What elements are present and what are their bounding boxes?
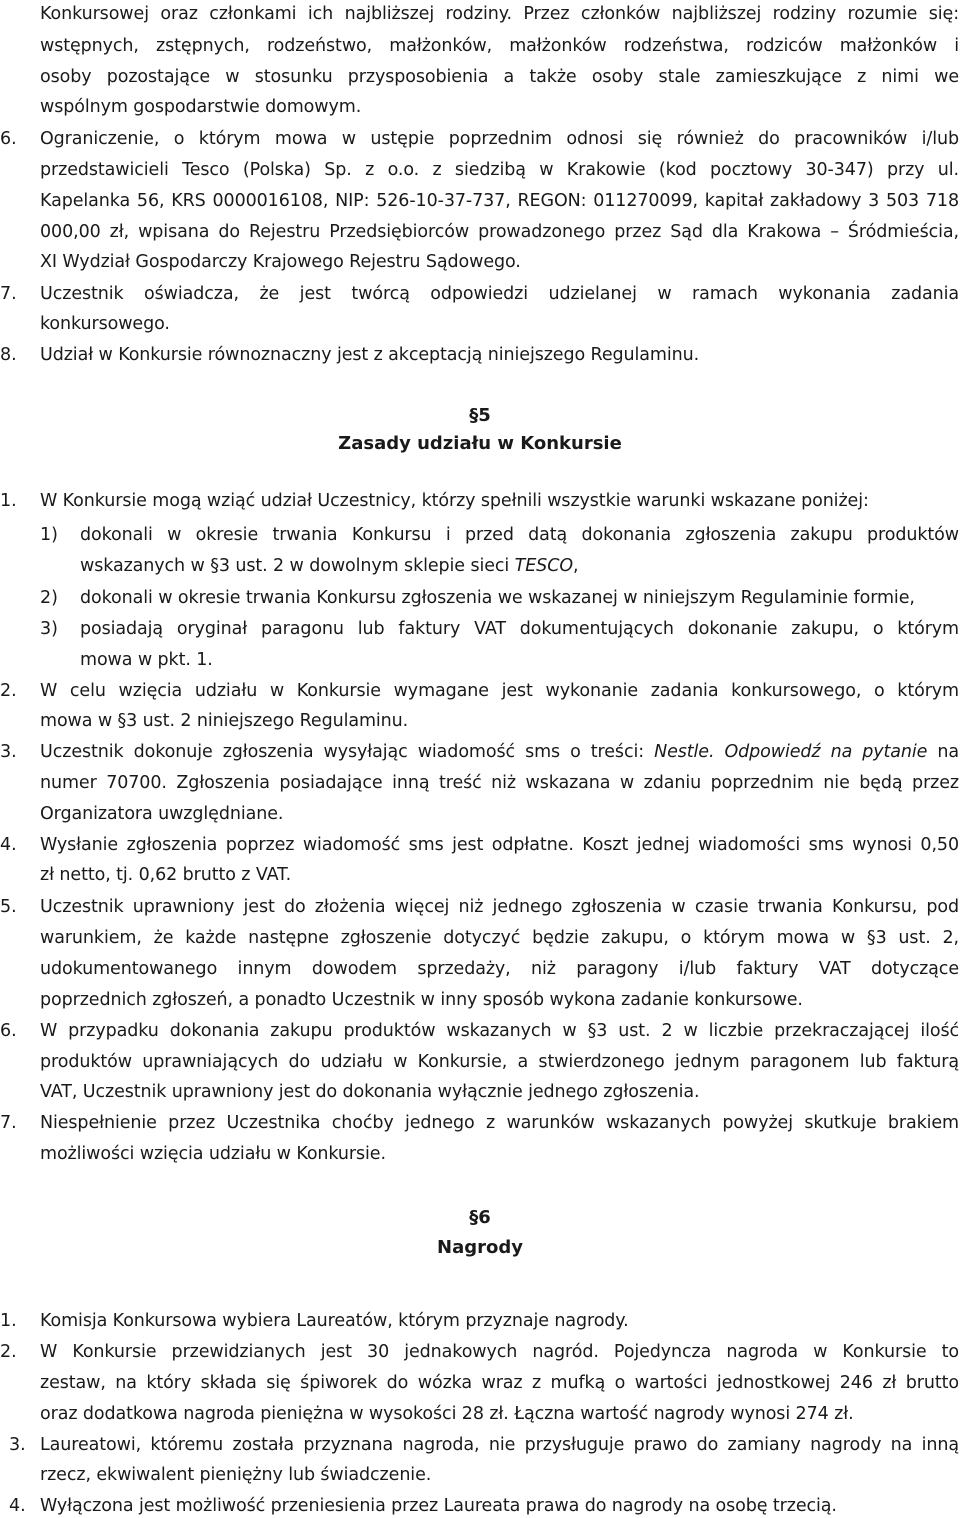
list-number: 7. — [0, 1113, 17, 1133]
section-sign: §6 — [469, 1207, 491, 1228]
list-number: 8. — [0, 345, 17, 365]
paragraph-line: poprzednich zgłoszeń, a ponadto Uczestnik w inny sposób wykona zadanie konkursowe. — [40, 990, 803, 1010]
section-sign: §5 — [469, 405, 491, 426]
paragraph-line: osoby pozostające w stosunku przysposobienia a także osoby stale zamieszkujące z nimi we — [40, 67, 959, 87]
paragraph-line: W celu wzięcia udziału w Konkursie wymagane jest wykonanie zadania konkursowego, o którym — [40, 681, 959, 701]
list-number: 6. — [0, 1021, 17, 1041]
paragraph-line: Ograniczenie, o którym mowa w ustępie poprzednim odnosi się również do pracowników i/lub — [40, 129, 959, 149]
sms-content: Nestle. Odpowiedź na pytanie — [654, 742, 928, 762]
paragraph-line: VAT, Uczestnik uprawniony jest do dokonania wyłącznie jednego zgłoszenia. — [40, 1082, 700, 1102]
paragraph-line: mowa w pkt. 1. — [80, 650, 213, 670]
paragraph-line: posiadają oryginał paragonu lub faktury VAT dokumentujących dokonanie zakupu, o którym — [80, 619, 959, 639]
paragraph-line: zestaw, na który składa się śpiworek do wózka wraz z mufką o wartości jednostkowej 246 zł brutto — [40, 1373, 959, 1393]
paragraph-line: mowa w §3 ust. 2 niniejszego Regulaminu. — [40, 711, 409, 731]
paragraph-line: W Konkursie mogą wziąć udział Uczestnicy, którzy spełnili wszystkie warunki wskazane poniżej: — [40, 491, 869, 511]
paragraph-line: numer 70700. Zgłoszenia posiadające inną treść niż wskazana w zdaniu poprzednim nie będą przez — [40, 773, 959, 793]
paragraph-line: Kapelanka 56, KRS 0000016108, NIP: 526-10-37-737, REGON: 011270099, kapitał zakładowy 3 503 718 — [40, 191, 959, 211]
paragraph-line: konkursowego. — [40, 314, 170, 334]
paragraph-line: dokonali w okresie trwania Konkursu i przed datą dokonania zgłoszenia zakupu produktów — [80, 525, 959, 545]
brand-name: TESCO — [514, 556, 573, 576]
paragraph-line: produktów uprawniających do udziału w Konkursie, a stwierdzonego jednym paragonem lub fakturą — [40, 1052, 959, 1072]
paragraph-line: przedstawicieli Tesco (Polska) Sp. z o.o. z siedzibą w Krakowie (kod pocztowy 30-347) przy ul. — [40, 160, 959, 180]
paragraph-line: warunkiem, że każde następne zgłoszenie dotyczyć będzie zakupu, o którym mowa w §3 ust. 2, — [40, 928, 959, 948]
list-number: 2. — [0, 1342, 17, 1362]
paragraph-line: dokonali w okresie trwania Konkursu zgłoszenia we wskazanej w niniejszym Regulaminie formie, — [80, 588, 915, 608]
text-span: Uczestnik dokonuje zgłoszenia wysyłając wiadomość sms o treści: — [40, 742, 655, 762]
sublist-number: 3) — [40, 619, 58, 639]
list-number: 6. — [0, 129, 17, 149]
text-span: , — [573, 556, 579, 576]
sublist-number: 2) — [40, 588, 58, 608]
section-title: Zasady udziału w Konkursie — [338, 433, 622, 454]
paragraph-line: Laureatowi, któremu została przyznana nagroda, nie przysługuje prawo do zamiany nagrody na inną — [40, 1435, 959, 1455]
paragraph-line: Udział w Konkursie równoznaczny jest z akceptacją niniejszego Regulaminu. — [40, 345, 700, 365]
paragraph-line: Konkursowej oraz członkami ich najbliższej rodziny. Przez członków najbliższej rodziny rozumie się: — [40, 4, 959, 24]
list-number: 1. — [0, 491, 17, 511]
paragraph-line: oraz dodatkowa nagroda pieniężna w wysokości 28 zł. Łączna wartość nagrody wynosi 274 zł. — [40, 1404, 854, 1424]
paragraph-line: Komisja Konkursowa wybiera Laureatów, którym przyznaje nagrody. — [40, 1311, 629, 1331]
paragraph-line — [40, 741, 959, 763]
list-number: 3. — [0, 742, 17, 762]
list-number: 4. — [9, 1496, 26, 1516]
paragraph-line: wspólnym gospodarstwie domowym. — [40, 97, 362, 117]
paragraph-line: zł netto, tj. 0,62 brutto z VAT. — [40, 865, 292, 885]
paragraph-line: 000,00 zł, wpisana do Rejestru Przedsiębiorców prowadzonego przez Sąd dla Krakowa – Śródmieścia, — [40, 222, 959, 242]
paragraph-line: Wyłączona jest możliwość przeniesienia przez Laureata prawa do nagrody na osobę trzecią. — [40, 1496, 837, 1516]
list-number: 2. — [0, 681, 17, 701]
section-title: Nagrody — [437, 1237, 523, 1258]
paragraph-line: Uczestnik oświadcza, że jest twórcą odpowiedzi udzielanej w ramach wykonania zadania — [40, 284, 959, 304]
paragraph-line: Organizatora uwzględniane. — [40, 804, 284, 824]
list-number: 4. — [0, 835, 17, 855]
paragraph-line: Niespełnienie przez Uczestnika choćby jednego z warunków wskazanych powyżej skutkuje brakiem — [40, 1113, 959, 1133]
paragraph-line: Uczestnik uprawniony jest do złożenia więcej niż jednego zgłoszenia w czasie trwania Konkursu, pod — [40, 897, 959, 917]
list-number: 7. — [0, 284, 17, 304]
list-number: 1. — [0, 1311, 17, 1331]
list-number: 3. — [9, 1435, 26, 1455]
paragraph-line: udokumentowanego innym dowodem sprzedaży, niż paragony i/lub faktury VAT dotyczące — [40, 959, 959, 979]
paragraph-line — [80, 555, 578, 577]
paragraph-line: XI Wydział Gospodarczy Krajowego Rejestru Sądowego. — [40, 252, 521, 272]
paragraph-line: wstępnych, zstępnych, rodzeństwo, małżonków, małżonków rodzeństwa, rodziców małżonków i — [40, 36, 959, 56]
paragraph-line: W Konkursie przewidzianych jest 30 jednakowych nagród. Pojedyncza nagroda w Konkursie to — [40, 1342, 959, 1362]
list-number: 5. — [0, 897, 17, 917]
text-span: na — [927, 742, 960, 762]
paragraph-line: Wysłanie zgłoszenia poprzez wiadomość sms jest odpłatne. Koszt jednej wiadomości sms wynosi 0,50 — [40, 835, 959, 855]
paragraph-line: możliwości wzięcia udziału w Konkursie. — [40, 1144, 386, 1164]
sublist-number: 1) — [40, 525, 58, 545]
paragraph-line: rzecz, ekwiwalent pieniężny lub świadczenie. — [40, 1465, 432, 1485]
text-span: wskazanych w §3 ust. 2 w dowolnym sklepie sieci — [80, 556, 515, 576]
paragraph-line: W przypadku dokonania zakupu produktów wskazanych w §3 ust. 2 w liczbie przekraczającej ilość — [40, 1021, 959, 1041]
